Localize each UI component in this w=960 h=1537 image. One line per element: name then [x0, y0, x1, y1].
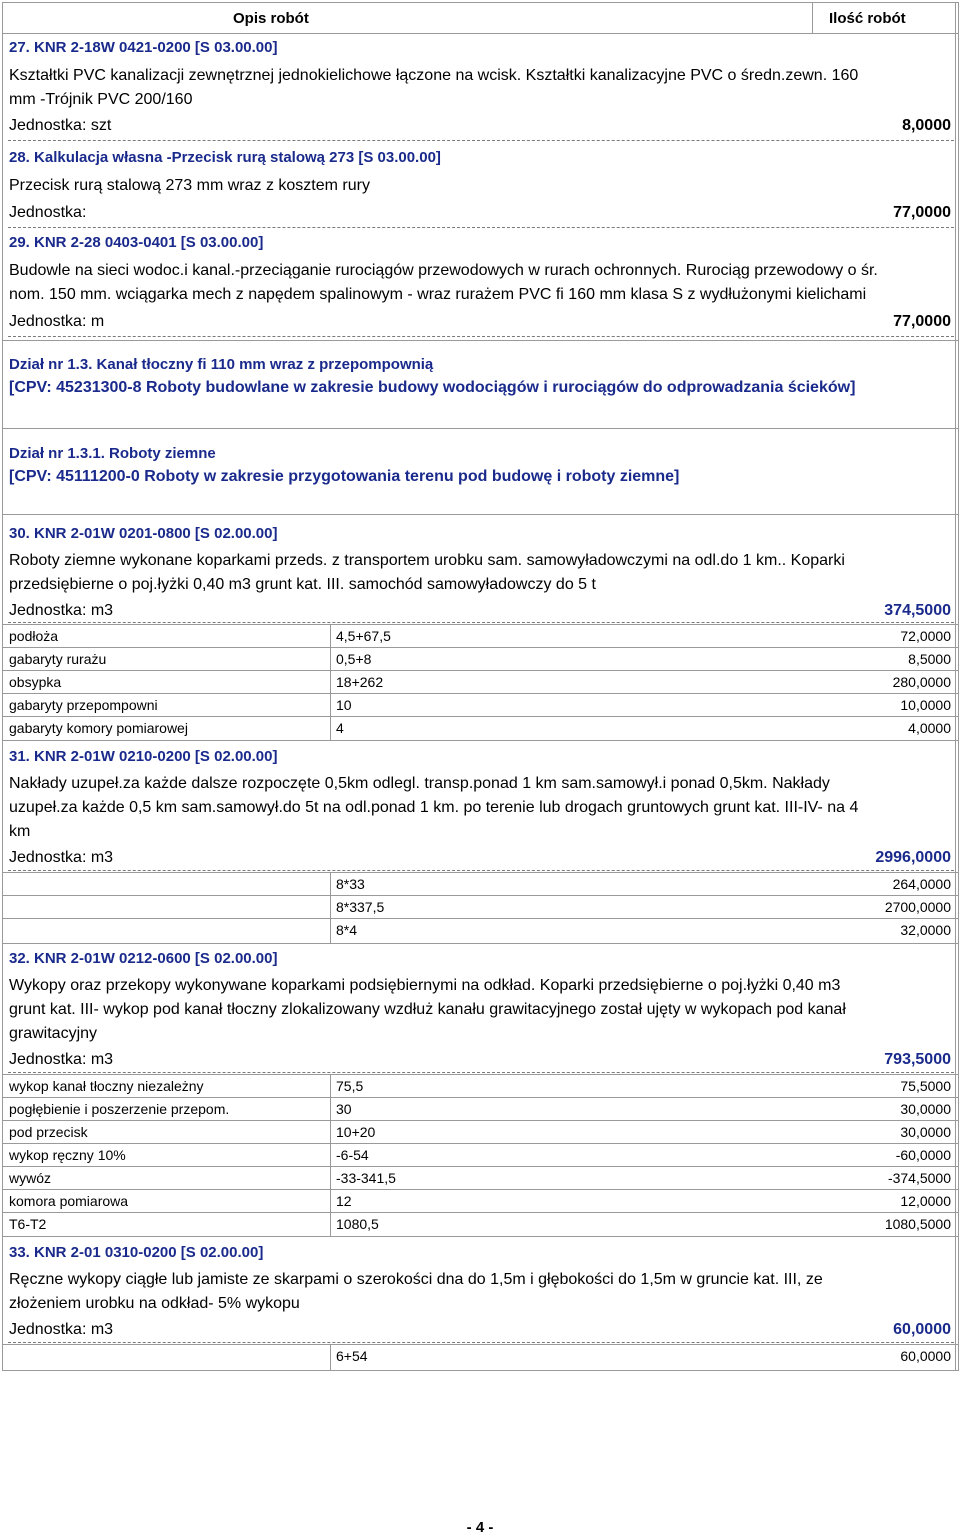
item-33-table-top	[2, 1344, 958, 1345]
table-row-value: 75,5000	[900, 1078, 951, 1094]
table-row-formula: 10	[336, 697, 352, 713]
item-33-description-cont: złożeniem urobku na odkład- 5% wykopu	[9, 1295, 300, 1312]
section-131-rule	[2, 428, 958, 429]
table-row-formula: 8*337,5	[336, 899, 385, 915]
table-row-name: gabaryty komory pomiarowej	[9, 720, 188, 736]
table-row-rule	[2, 1166, 958, 1167]
item-33-description: Ręczne wykopy ciągłe lub jamiste ze skarpami o szerokości dna do 1,5m i głębokości do 1,5m w gruncie kat. III, ze	[9, 1271, 823, 1288]
top-rule	[2, 2, 958, 3]
table-row-rule	[2, 740, 958, 741]
item-31-dash	[8, 870, 954, 871]
item-29-dash	[8, 336, 954, 337]
table-row-name: pod przecisk	[9, 1124, 88, 1140]
table-row-formula: 10+20	[336, 1124, 376, 1140]
item-32-description-cont: grunt kat. III- wykop pod kanał tłoczny zlokalizowany wzdłuż kanału grawitacyjnego został ujęty w wykopach pod kanał	[9, 1001, 846, 1018]
table-row-formula: 12	[336, 1193, 352, 1209]
item-27-code: 27. KNR 2-18W 0421-0200 [S 03.00.00]	[9, 39, 278, 56]
item-33-quantity: 60,0000	[893, 1321, 951, 1338]
table-row-name: obsypka	[9, 674, 62, 690]
table-row-value: 2700,0000	[884, 899, 951, 915]
item-30-description: Roboty ziemne wykonane koparkami przeds. z transportem urobku sam. samowyładowczymi na odl.do 1 km.. Koparki	[9, 552, 845, 569]
table-row-name: T6-T2	[9, 1216, 47, 1232]
right-edge	[955, 2, 956, 1370]
item-27-description: Kształtki PVC kanalizacji zewnętrznej jednokielichowe łączone na wcisk. Kształtki kanalizacyjne PVC o średn.zewn. 160	[9, 67, 859, 84]
table-row-formula: 0,5+8	[336, 651, 372, 667]
section-131-cpv: [CPV: 45111200-0 Roboty w zakresie przygotowania terenu pod budowę i roboty ziemne]	[9, 468, 680, 485]
table-row-rule	[2, 716, 958, 717]
table-row-value: 8,5000	[908, 651, 951, 667]
item-29-description: Budowle na sieci wodoc.i kanal.-przeciąganie rurociągów przewodowych w rurach ochronnych. Rurociąg przewodowy o śr.	[9, 262, 878, 279]
item-30-top-rule	[2, 514, 958, 515]
table-row-value: 30,0000	[900, 1124, 951, 1140]
table-row-formula: 18+262	[336, 674, 384, 690]
table-row-name: gabaryty rurażu	[9, 651, 107, 667]
item-32-table-top	[2, 1074, 958, 1075]
page-number: - 4 -	[466, 1519, 494, 1536]
item-33-code: 33. KNR 2-01 0310-0200 [S 02.00.00]	[9, 1244, 264, 1261]
table-row-rule	[2, 1212, 958, 1213]
item-30-code: 30. KNR 2-01W 0201-0800 [S 02.00.00]	[9, 525, 278, 542]
item-30-table-top	[2, 624, 958, 625]
table-row-formula: 8*33	[336, 876, 365, 892]
item-27-unit: Jednostka: szt	[9, 117, 112, 134]
table-row-name: gabaryty przepompowni	[9, 697, 158, 713]
section-13-title: Dział nr 1.3. Kanał tłoczny fi 110 mm wraz z przepompownią	[9, 356, 434, 373]
table-row-value: 10,0000	[900, 697, 951, 713]
table-row-value: 32,0000	[900, 922, 951, 938]
item-30-unit: Jednostka: m3	[9, 602, 114, 619]
table-row-value: 264,0000	[892, 876, 951, 892]
item-28-code: 28. Kalkulacja własna -Przecisk rurą stalową 273 [S 03.00.00]	[9, 149, 441, 166]
item-33-unit: Jednostka: m3	[9, 1321, 114, 1338]
table-row-formula: 30	[336, 1101, 352, 1117]
item-31-description-end: km	[9, 823, 31, 840]
item-33-col-divider	[330, 1344, 331, 1370]
table-row-value: 30,0000	[900, 1101, 951, 1117]
table-row-value: 4,0000	[908, 720, 951, 736]
table-row-value: 60,0000	[900, 1348, 951, 1364]
section-131-title: Dział nr 1.3.1. Roboty ziemne	[9, 445, 216, 462]
table-row-rule	[2, 1120, 958, 1121]
table-row-rule	[2, 918, 958, 919]
table-row-rule	[2, 693, 958, 694]
table-row-rule	[2, 647, 958, 648]
table-row-rule	[2, 943, 958, 944]
item-31-quantity: 2996,0000	[875, 849, 951, 866]
table-row-value: 12,0000	[900, 1193, 951, 1209]
table-row-rule	[2, 1097, 958, 1098]
item-31-description: Nakłady uzupeł.za każde dalsze rozpoczęte 0,5km odlegl. transp.ponad 1 km sam.samowył.i ponad 0,5km. Nakłady	[9, 775, 830, 792]
table-row-name: podłoża	[9, 628, 59, 644]
item-28-dash	[8, 227, 954, 228]
item-31-unit: Jednostka: m3	[9, 849, 114, 866]
table-row-value: -60,0000	[895, 1147, 951, 1163]
item-27-description-cont: mm -Trójnik PVC 200/160	[9, 91, 193, 108]
table-row-value: 72,0000	[900, 628, 951, 644]
table-row-formula: -6-54	[336, 1147, 369, 1163]
table-row-rule	[2, 1143, 958, 1144]
table-row-formula: 1080,5	[336, 1216, 379, 1232]
table-row-name: wywóz	[9, 1170, 52, 1186]
item-29-description-cont: nom. 150 mm. wciągarka mech z napędem spalinowym - wraz rurażem PVC fi 160 mm klasa S z wydłużonymi kielichami	[9, 286, 867, 303]
item-33-dash	[8, 1342, 954, 1343]
item-30-dash	[8, 622, 954, 623]
header-description: Opis robót	[233, 10, 309, 27]
item-32-description-end: grawitacyjny	[9, 1025, 98, 1042]
section-13-rule	[2, 340, 958, 341]
table-row-formula: 4	[336, 720, 344, 736]
item-30-quantity: 374,5000	[884, 602, 951, 619]
header-divider	[812, 2, 813, 34]
item-32-quantity: 793,5000	[884, 1051, 951, 1068]
table-row-formula: -33-341,5	[336, 1170, 396, 1186]
item-28-description: Przecisk rurą stalową 273 mm wraz z kosztem rury	[9, 177, 370, 194]
item-28-unit: Jednostka:	[9, 204, 87, 221]
table-row-formula: 8*4	[336, 922, 358, 938]
item-29-quantity: 77,0000	[893, 313, 951, 330]
item-32-description: Wykopy oraz przekopy wykonywane koparkami podsiębiernymi na odkład. Koparki przedsiębierne o poj.łyżki 0,40 m3	[9, 977, 841, 994]
header-quantity: Ilość robót	[829, 10, 906, 27]
item-27-quantity: 8,0000	[902, 117, 951, 134]
table-row-rule	[2, 1189, 958, 1190]
table-row-name: wykop kanał tłoczny niezależny	[9, 1078, 204, 1094]
table-row-formula: 4,5+67,5	[336, 628, 391, 644]
section-13-cpv: [CPV: 45231300-8 Roboty budowlane w zakresie budowy wodociągów i rurociągów do odprowadzania ścieków]	[9, 379, 856, 396]
table-row-name: komora pomiarowa	[9, 1193, 129, 1209]
item-30-col-divider	[330, 624, 331, 741]
table-row-value: 1080,5000	[884, 1216, 951, 1232]
item-29-code: 29. KNR 2-28 0403-0401 [S 03.00.00]	[9, 234, 264, 251]
item-27-dash	[8, 140, 954, 141]
item-29-unit: Jednostka: m	[9, 313, 105, 330]
item-31-col-divider	[330, 872, 331, 944]
item-30-description-cont: przedsiębierne o poj.łyżki 0,40 m3 grunt kat. III. samochód samowyładowczy do 5 t	[9, 576, 596, 593]
item-31-description-cont: uzupeł.za każde 0,5 km sam.samowył.do 5t na odl.ponad 1 km. po terenie lub drogach gruntowych grunt kat. III-IV- na 4	[9, 799, 859, 816]
item-31-table-top	[2, 872, 958, 873]
table-row-rule	[2, 670, 958, 671]
table-row-formula: 75,5	[336, 1078, 364, 1094]
table-row-value: -374,5000	[887, 1170, 951, 1186]
item-28-quantity: 77,0000	[893, 204, 951, 221]
table-row-formula: 6+54	[336, 1348, 368, 1364]
item-32-unit: Jednostka: m3	[9, 1051, 114, 1068]
table-row-rule	[2, 1236, 958, 1237]
header-rule	[2, 33, 958, 34]
table-row-rule	[2, 895, 958, 896]
item-32-code: 32. KNR 2-01W 0212-0600 [S 02.00.00]	[9, 950, 278, 967]
table-row-name: pogłębienie i poszerzenie przepom.	[9, 1101, 230, 1117]
table-row-name: wykop ręczny 10%	[9, 1147, 126, 1163]
item-31-code: 31. KNR 2-01W 0210-0200 [S 02.00.00]	[9, 748, 278, 765]
table-row-value: 280,0000	[892, 674, 951, 690]
item-32-dash	[8, 1072, 954, 1073]
